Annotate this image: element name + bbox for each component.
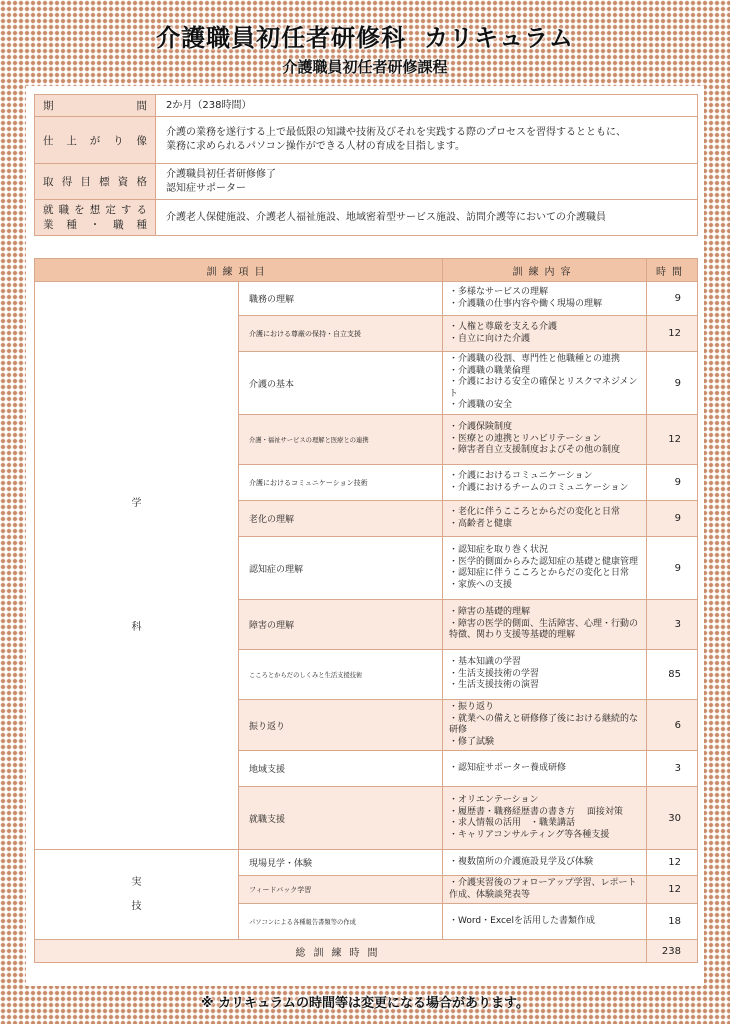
row-item: 職務の理解 xyxy=(239,282,443,316)
row-hours: 9 xyxy=(647,501,698,537)
title-band xyxy=(0,0,730,84)
row-item: 地域支援 xyxy=(239,751,443,787)
row-hours: 6 xyxy=(647,700,698,751)
info-label-employment: 就 職 を 想 定 す る 業 種 ・ 職 種 xyxy=(35,200,156,236)
row-item: 老化の理解 xyxy=(239,501,443,537)
row-content: ・複数箇所の介護施設見学及び体験 xyxy=(443,850,647,876)
row-hours: 3 xyxy=(647,600,698,650)
info-label-qualification: 取 得 目 標 資 格 xyxy=(35,164,156,200)
row-item: 介護・福祉サービスの理解と医療との連携 xyxy=(239,415,443,465)
row-hours: 12 xyxy=(647,415,698,465)
info-row-goal xyxy=(35,117,698,164)
row-item: 振り返り xyxy=(239,700,443,751)
row-hours: 9 xyxy=(647,537,698,600)
info-label-goal: 仕 上 が り 像 xyxy=(35,117,156,164)
curriculum-table xyxy=(34,258,698,963)
row-hours: 3 xyxy=(647,751,698,787)
row-hours: 9 xyxy=(647,352,698,415)
curriculum-row xyxy=(35,282,698,316)
row-item: こころとからだのしくみと生活支援技術 xyxy=(239,650,443,700)
row-item: パソコンによる各種報告書類等の作成 xyxy=(239,904,443,940)
row-hours: 18 xyxy=(647,904,698,940)
row-item: 介護におけるコミュニケーション技術 xyxy=(239,465,443,501)
row-item: 介護における尊厳の保持・自立支援 xyxy=(239,316,443,352)
notice-text: ※ カリキュラムの時間等は変更になる場合があります。 xyxy=(201,996,529,1011)
header-hours: 時間 xyxy=(647,259,698,282)
row-item: 現場見学・体験 xyxy=(239,850,443,876)
curriculum-header-row xyxy=(35,259,698,282)
row-item: 介護の基本 xyxy=(239,352,443,415)
row-hours: 9 xyxy=(647,282,698,316)
info-value-qualification: 介護職員初任者研修修了 認知症サポーター xyxy=(156,164,698,200)
row-content: ・認知症を取り巻く状況 ・医学的側面からみた認知症の基礎と健康管理 ・認知症に伴うこころとからだの変化と日常 ・家族への支援 xyxy=(443,537,647,600)
row-content: ・介護実習後のフォローアップ学習、レポート作成、体験談発表等 xyxy=(443,876,647,904)
row-hours: 30 xyxy=(647,787,698,850)
total-row xyxy=(35,940,698,963)
row-content: ・基本知識の学習 ・生活支援技術の学習 ・生活支援技術の演習 xyxy=(443,650,647,700)
title-part-1: 介護職員初任者研修科 xyxy=(156,24,407,52)
title-part-2: カリキュラム xyxy=(424,24,574,52)
row-content: ・障害の基礎的理解 ・障害の医学的側面、生活障害、心理・行動の特徴、関わり支援等基礎的理解 xyxy=(443,600,647,650)
row-hours: 12 xyxy=(647,316,698,352)
row-hours: 85 xyxy=(647,650,698,700)
info-value-period: 2か月（238時間） xyxy=(156,95,698,117)
row-content: ・振り返り ・就業への備えと研修修了後における継続的な研修 ・修了試験 xyxy=(443,700,647,751)
page-subtitle: 介護職員初任者研修課程 xyxy=(282,58,448,76)
header-content: 訓練内容 xyxy=(443,259,647,282)
info-value-employment: 介護老人保健施設、介護老人福祉施設、地域密着型サービス施設、訪問介護等においての介護職員 xyxy=(156,200,698,236)
course-info-table xyxy=(34,94,698,236)
total-label: 総訓練時間 xyxy=(35,940,647,963)
category-gakka: 学 科 xyxy=(35,282,239,850)
row-content: ・老化に伴うこころとからだの変化と日常 ・高齢者と健康 xyxy=(443,501,647,537)
row-content: ・Word・Excelを活用した書類作成 xyxy=(443,904,647,940)
category-jitsugi: 実 技 xyxy=(35,850,239,940)
row-item: 認知症の理解 xyxy=(239,537,443,600)
row-content: ・オリエンテーション ・履歴書・職務経歴書の書き方 面接対策 ・求人情報の活用 ・職業講話 ・キャリアコンサルティング等各種支援 xyxy=(443,787,647,850)
header-item: 訓練項目 xyxy=(35,259,443,282)
row-content: ・介護職の役割、専門性と他職種との連携 ・介護職の職業倫理 ・介護における安全の確保とリスクマネジメント ・介護職の安全 xyxy=(443,352,647,415)
row-item: フィードバック学習 xyxy=(239,876,443,904)
row-content: ・介護保険制度 ・医療との連携とリハビリテーション ・障害者自立支援制度およびその他の制度 xyxy=(443,415,647,465)
total-hours: 238 xyxy=(647,940,698,963)
info-label-period: 期 間 xyxy=(35,95,156,117)
row-content: ・認知症サポーター養成研修 xyxy=(443,751,647,787)
row-content: ・人権と尊厳を支える介護 ・自立に向けた介護 xyxy=(443,316,647,352)
row-content: ・介護におけるコミュニケーション ・介護におけるチームのコミュニケーション xyxy=(443,465,647,501)
info-row-qualification xyxy=(35,164,698,200)
info-row-period xyxy=(35,95,698,117)
row-content: ・多様なサービスの理解 ・介護職の仕事内容や働く現場の理解 xyxy=(443,282,647,316)
row-hours: 12 xyxy=(647,876,698,904)
row-hours: 9 xyxy=(647,465,698,501)
info-row-employment xyxy=(35,200,698,236)
row-item: 就職支援 xyxy=(239,787,443,850)
curriculum-row xyxy=(35,850,698,876)
info-value-goal: 介護の業務を遂行する上で最低限の知識や技術及びそれを実践する際のプロセスを習得するとともに、 業務に求められるパソコン操作ができる人材の育成を目指します。 xyxy=(156,117,698,164)
row-hours: 12 xyxy=(647,850,698,876)
row-item: 障害の理解 xyxy=(239,600,443,650)
page-title xyxy=(0,18,730,53)
